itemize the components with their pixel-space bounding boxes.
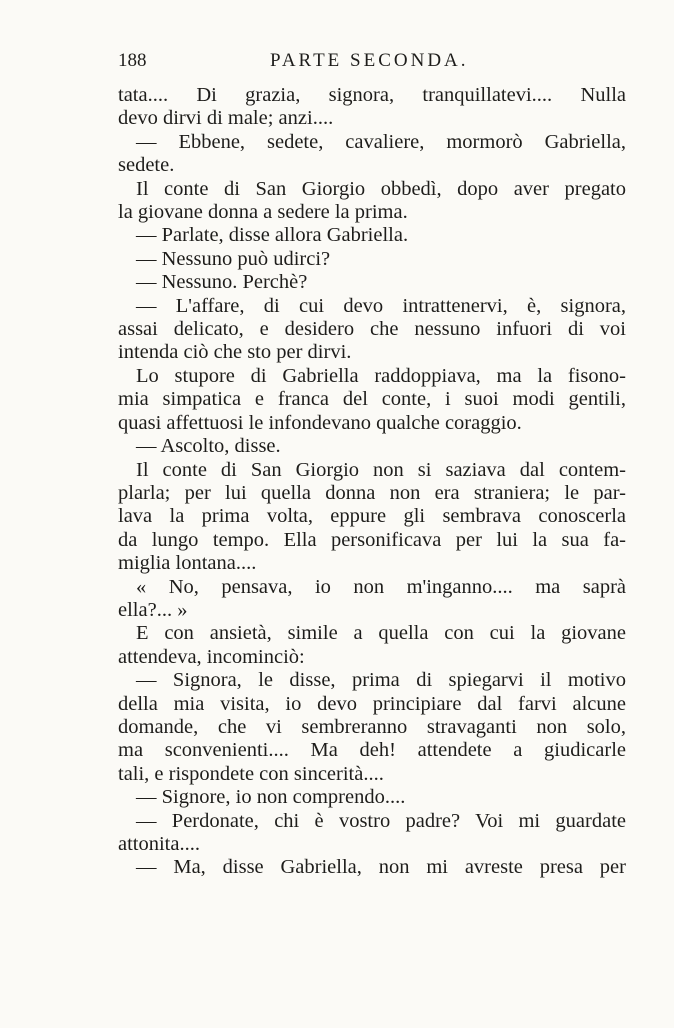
body-text xyxy=(118,84,626,880)
text-line: domande, che vi sembreranno stravaganti non solo, xyxy=(118,715,626,738)
text-line: assai delicato, e desidero che nessuno infuori di voi xyxy=(118,318,626,341)
text-line: — Signore, io non comprendo.... xyxy=(136,786,406,809)
text-line: miglia lontana.... xyxy=(118,552,257,575)
text-line: attendeva, incominciò: xyxy=(118,645,305,668)
text-line: la giovane donna a sedere la prima. xyxy=(118,201,408,224)
text-line: Lo stupore di Gabriella raddoppiava, ma la fisono- xyxy=(136,364,626,387)
page-number: 188 xyxy=(118,50,147,71)
text-line: tata.... Di grazia, signora, tranquillatevi.... Nulla xyxy=(118,84,626,106)
text-line: intenda ciò che sto per dirvi. xyxy=(118,341,352,364)
text-line: della mia visita, io devo principiare dal farvi alcune xyxy=(118,692,626,715)
text-line: Il conte di San Giorgio obbedì, dopo aver pregato xyxy=(136,177,626,200)
text-line: — Nessuno. Perchè? xyxy=(136,271,308,294)
text-line: Il conte di San Giorgio non si saziava dal contem- xyxy=(136,458,626,481)
text-line: da lungo tempo. Ella personificava per lui la sua fa- xyxy=(118,528,626,551)
text-line: — Parlate, disse allora Gabriella. xyxy=(136,224,409,247)
text-line: sedete. xyxy=(118,154,175,177)
text-line: lava la prima volta, eppure gli sembrava conoscerla xyxy=(118,505,626,528)
text-line: — Signora, le disse, prima di spiegarvi il motivo xyxy=(136,669,626,692)
running-head: PARTE SECONDA. xyxy=(270,50,469,71)
text-line: quasi affettuosi le infondevano qualche coraggio. xyxy=(118,411,522,434)
text-line: plarla; per lui quella donna non era straniera; le par- xyxy=(118,481,626,504)
text-line: — Ma, disse Gabriella, non mi avreste presa per xyxy=(136,856,626,879)
text-line: ella?... » xyxy=(118,598,188,621)
text-line: — Perdonate, chi è vostro padre? Voi mi guardate xyxy=(136,809,626,832)
page-header xyxy=(118,50,626,80)
text-line: mia simpatica e franca del conte, i suoi modi gentili, xyxy=(118,388,626,411)
text-line: tali, e rispondete con sincerità.... xyxy=(118,762,384,785)
text-line: attonita.... xyxy=(118,833,200,855)
text-line: — L'affare, di cui devo intrattenervi, è, signora, xyxy=(136,294,626,317)
text-line: ma sconvenienti.... Ma deh! attendete a giudicarle xyxy=(118,739,626,762)
text-line: — Nessuno può udirci? xyxy=(136,247,331,270)
text-line: « No, pensava, io non m'inganno.... ma saprà xyxy=(136,575,626,598)
text-line: — Ebbene, sedete, cavaliere, mormorò Gabriella, xyxy=(136,130,626,153)
text-line: devo dirvi di male; anzi.... xyxy=(118,107,334,130)
text-line: — Ascolto, disse. xyxy=(136,435,281,458)
text-line: E con ansietà, simile a quella con cui la giovane xyxy=(136,622,626,645)
